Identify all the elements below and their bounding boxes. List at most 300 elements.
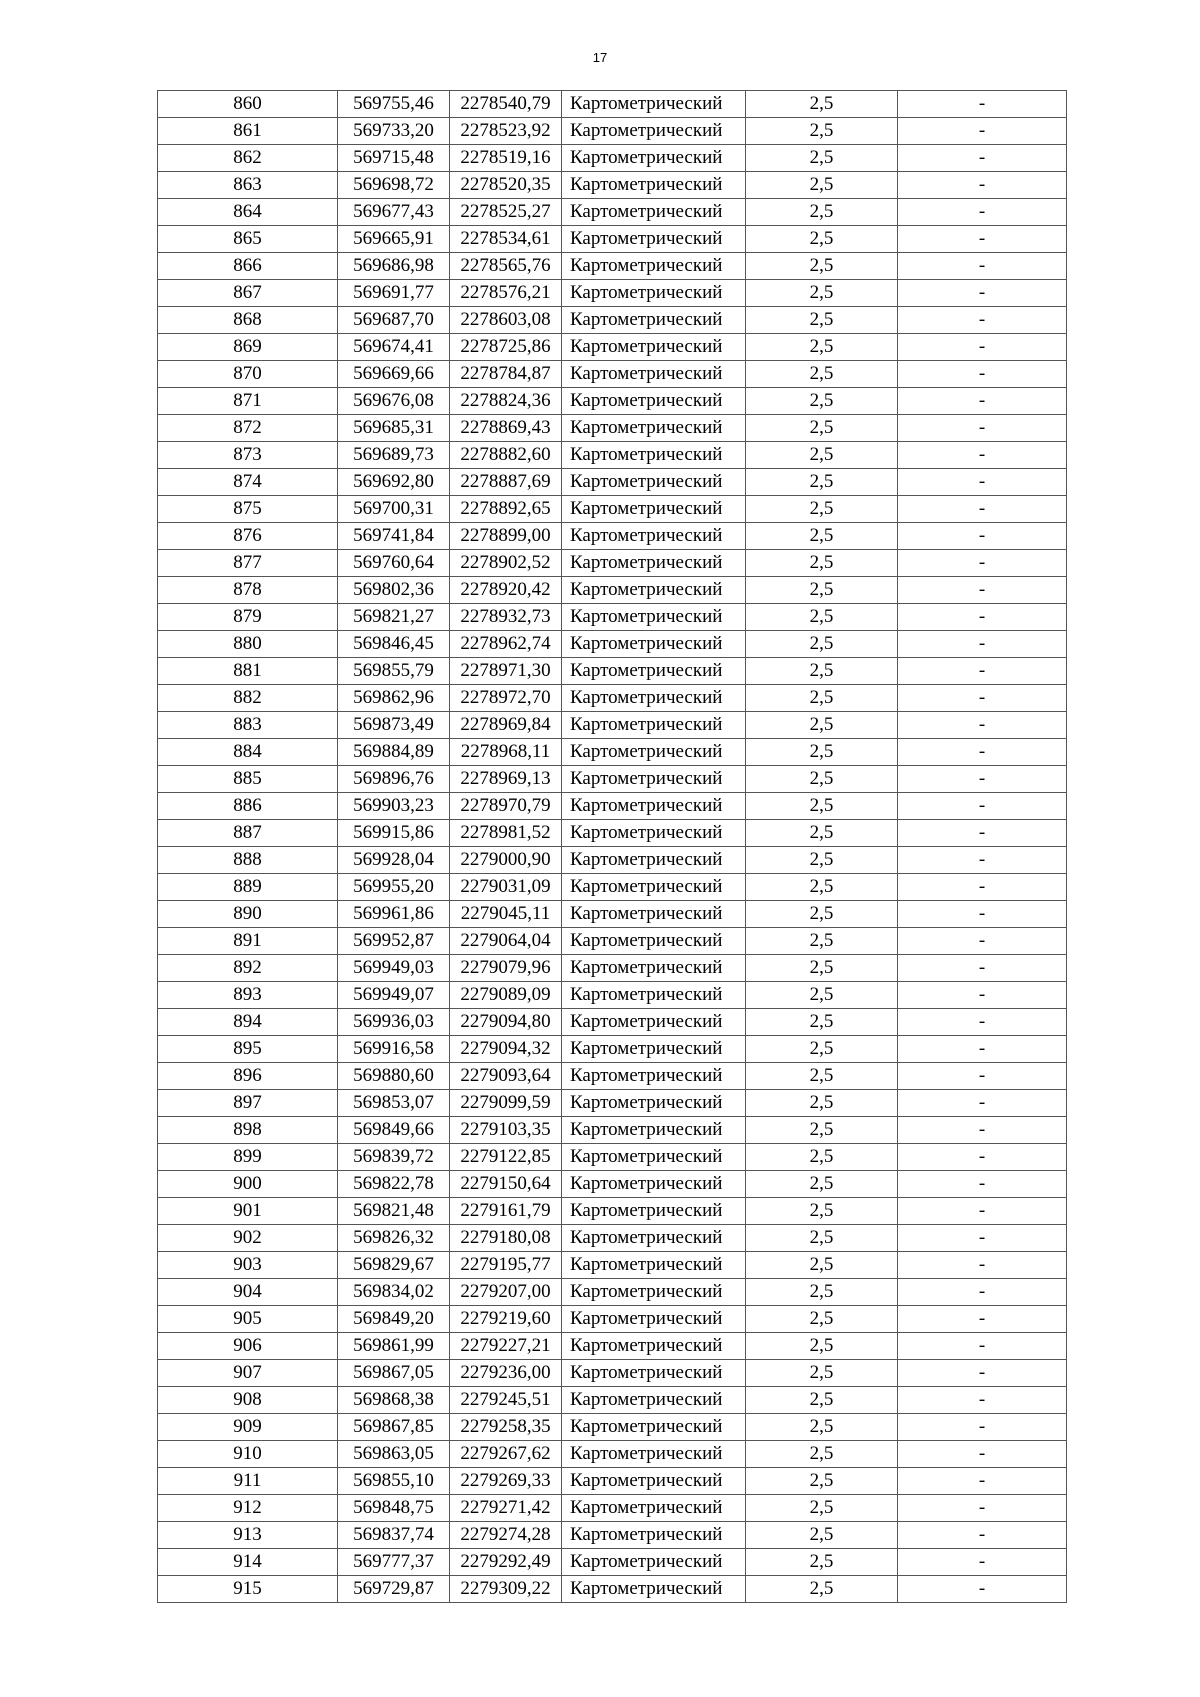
method-cell: Картометрический xyxy=(562,928,746,955)
point-number-cell: 895 xyxy=(158,1036,338,1063)
x-coordinate-cell: 569849,66 xyxy=(338,1117,450,1144)
accuracy-cell: 2,5 xyxy=(746,712,898,739)
y-coordinate-cell: 2279079,96 xyxy=(450,955,562,982)
y-coordinate-cell: 2278892,65 xyxy=(450,496,562,523)
accuracy-cell: 2,5 xyxy=(746,1063,898,1090)
x-coordinate-cell: 569846,45 xyxy=(338,631,450,658)
note-cell: - xyxy=(898,253,1067,280)
accuracy-cell: 2,5 xyxy=(746,1225,898,1252)
note-cell: - xyxy=(898,1144,1067,1171)
note-cell: - xyxy=(898,1117,1067,1144)
note-cell: - xyxy=(898,118,1067,145)
accuracy-cell: 2,5 xyxy=(746,901,898,928)
x-coordinate-cell: 569691,77 xyxy=(338,280,450,307)
x-coordinate-cell: 569687,70 xyxy=(338,307,450,334)
note-cell: - xyxy=(898,793,1067,820)
note-cell: - xyxy=(898,577,1067,604)
x-coordinate-cell: 569903,23 xyxy=(338,793,450,820)
y-coordinate-cell: 2278969,84 xyxy=(450,712,562,739)
x-coordinate-cell: 569949,03 xyxy=(338,955,450,982)
x-coordinate-cell: 569755,46 xyxy=(338,91,450,118)
table-row xyxy=(158,496,1067,523)
note-cell: - xyxy=(898,901,1067,928)
method-cell: Картометрический xyxy=(562,1360,746,1387)
table-row xyxy=(158,1441,1067,1468)
x-coordinate-cell: 569849,20 xyxy=(338,1306,450,1333)
x-coordinate-cell: 569677,43 xyxy=(338,199,450,226)
x-coordinate-cell: 569692,80 xyxy=(338,469,450,496)
note-cell: - xyxy=(898,1198,1067,1225)
x-coordinate-cell: 569853,07 xyxy=(338,1090,450,1117)
y-coordinate-cell: 2279089,09 xyxy=(450,982,562,1009)
y-coordinate-cell: 2278968,11 xyxy=(450,739,562,766)
table-row xyxy=(158,118,1067,145)
point-number-cell: 880 xyxy=(158,631,338,658)
method-cell: Картометрический xyxy=(562,955,746,982)
note-cell: - xyxy=(898,1252,1067,1279)
note-cell: - xyxy=(898,658,1067,685)
point-number-cell: 877 xyxy=(158,550,338,577)
table-row xyxy=(158,1576,1067,1603)
table-row xyxy=(158,280,1067,307)
point-number-cell: 873 xyxy=(158,442,338,469)
note-cell: - xyxy=(898,1063,1067,1090)
accuracy-cell: 2,5 xyxy=(746,361,898,388)
table-row xyxy=(158,1495,1067,1522)
method-cell: Картометрический xyxy=(562,1414,746,1441)
accuracy-cell: 2,5 xyxy=(746,1198,898,1225)
method-cell: Картометрический xyxy=(562,1333,746,1360)
point-number-cell: 887 xyxy=(158,820,338,847)
method-cell: Картометрический xyxy=(562,118,746,145)
method-cell: Картометрический xyxy=(562,1549,746,1576)
x-coordinate-cell: 569855,79 xyxy=(338,658,450,685)
x-coordinate-cell: 569868,38 xyxy=(338,1387,450,1414)
note-cell: - xyxy=(898,307,1067,334)
x-coordinate-cell: 569884,89 xyxy=(338,739,450,766)
y-coordinate-cell: 2279267,62 xyxy=(450,1441,562,1468)
note-cell: - xyxy=(898,1090,1067,1117)
point-number-cell: 908 xyxy=(158,1387,338,1414)
table-row xyxy=(158,1117,1067,1144)
point-number-cell: 875 xyxy=(158,496,338,523)
table-row xyxy=(158,1468,1067,1495)
method-cell: Картометрический xyxy=(562,1495,746,1522)
table-row xyxy=(158,928,1067,955)
note-cell: - xyxy=(898,1306,1067,1333)
method-cell: Картометрический xyxy=(562,1144,746,1171)
accuracy-cell: 2,5 xyxy=(746,1495,898,1522)
point-number-cell: 886 xyxy=(158,793,338,820)
table-row xyxy=(158,442,1067,469)
method-cell: Картометрический xyxy=(562,604,746,631)
point-number-cell: 876 xyxy=(158,523,338,550)
point-number-cell: 902 xyxy=(158,1225,338,1252)
table-row xyxy=(158,1090,1067,1117)
point-number-cell: 890 xyxy=(158,901,338,928)
y-coordinate-cell: 2279207,00 xyxy=(450,1279,562,1306)
x-coordinate-cell: 569880,60 xyxy=(338,1063,450,1090)
accuracy-cell: 2,5 xyxy=(746,685,898,712)
note-cell: - xyxy=(898,1360,1067,1387)
point-number-cell: 900 xyxy=(158,1171,338,1198)
note-cell: - xyxy=(898,766,1067,793)
table-row xyxy=(158,199,1067,226)
y-coordinate-cell: 2279094,32 xyxy=(450,1036,562,1063)
method-cell: Картометрический xyxy=(562,361,746,388)
method-cell: Картометрический xyxy=(562,982,746,1009)
y-coordinate-cell: 2279093,64 xyxy=(450,1063,562,1090)
y-coordinate-cell: 2279195,77 xyxy=(450,1252,562,1279)
y-coordinate-cell: 2278970,79 xyxy=(450,793,562,820)
accuracy-cell: 2,5 xyxy=(746,496,898,523)
accuracy-cell: 2,5 xyxy=(746,523,898,550)
point-number-cell: 871 xyxy=(158,388,338,415)
point-number-cell: 903 xyxy=(158,1252,338,1279)
accuracy-cell: 2,5 xyxy=(746,1414,898,1441)
note-cell: - xyxy=(898,1414,1067,1441)
method-cell: Картометрический xyxy=(562,469,746,496)
table-row xyxy=(158,145,1067,172)
y-coordinate-cell: 2279274,28 xyxy=(450,1522,562,1549)
accuracy-cell: 2,5 xyxy=(746,1036,898,1063)
method-cell: Картометрический xyxy=(562,442,746,469)
point-number-cell: 865 xyxy=(158,226,338,253)
y-coordinate-cell: 2279045,11 xyxy=(450,901,562,928)
table-row xyxy=(158,793,1067,820)
table-row xyxy=(158,361,1067,388)
note-cell: - xyxy=(898,1333,1067,1360)
accuracy-cell: 2,5 xyxy=(746,1252,898,1279)
y-coordinate-cell: 2279292,49 xyxy=(450,1549,562,1576)
point-number-cell: 905 xyxy=(158,1306,338,1333)
point-number-cell: 909 xyxy=(158,1414,338,1441)
method-cell: Картометрический xyxy=(562,199,746,226)
note-cell: - xyxy=(898,199,1067,226)
method-cell: Картометрический xyxy=(562,1306,746,1333)
method-cell: Картометрический xyxy=(562,1522,746,1549)
table-row xyxy=(158,1036,1067,1063)
x-coordinate-cell: 569676,08 xyxy=(338,388,450,415)
note-cell: - xyxy=(898,1549,1067,1576)
method-cell: Картометрический xyxy=(562,712,746,739)
y-coordinate-cell: 2278932,73 xyxy=(450,604,562,631)
accuracy-cell: 2,5 xyxy=(746,577,898,604)
method-cell: Картометрический xyxy=(562,388,746,415)
x-coordinate-cell: 569916,58 xyxy=(338,1036,450,1063)
note-cell: - xyxy=(898,739,1067,766)
x-coordinate-cell: 569669,66 xyxy=(338,361,450,388)
note-cell: - xyxy=(898,982,1067,1009)
accuracy-cell: 2,5 xyxy=(746,982,898,1009)
method-cell: Картометрический xyxy=(562,577,746,604)
method-cell: Картометрический xyxy=(562,280,746,307)
x-coordinate-cell: 569928,04 xyxy=(338,847,450,874)
note-cell: - xyxy=(898,523,1067,550)
point-number-cell: 899 xyxy=(158,1144,338,1171)
x-coordinate-cell: 569829,67 xyxy=(338,1252,450,1279)
method-cell: Картометрический xyxy=(562,172,746,199)
x-coordinate-cell: 569821,48 xyxy=(338,1198,450,1225)
table-row xyxy=(158,1198,1067,1225)
note-cell: - xyxy=(898,1009,1067,1036)
method-cell: Картометрический xyxy=(562,847,746,874)
table-row xyxy=(158,982,1067,1009)
note-cell: - xyxy=(898,1279,1067,1306)
point-number-cell: 894 xyxy=(158,1009,338,1036)
table-row xyxy=(158,631,1067,658)
y-coordinate-cell: 2278981,52 xyxy=(450,820,562,847)
accuracy-cell: 2,5 xyxy=(746,1576,898,1603)
y-coordinate-cell: 2279245,51 xyxy=(450,1387,562,1414)
table-row xyxy=(158,1306,1067,1333)
table-row xyxy=(158,91,1067,118)
point-number-cell: 885 xyxy=(158,766,338,793)
x-coordinate-cell: 569826,32 xyxy=(338,1225,450,1252)
y-coordinate-cell: 2279031,09 xyxy=(450,874,562,901)
point-number-cell: 907 xyxy=(158,1360,338,1387)
accuracy-cell: 2,5 xyxy=(746,658,898,685)
accuracy-cell: 2,5 xyxy=(746,928,898,955)
y-coordinate-cell: 2279227,21 xyxy=(450,1333,562,1360)
y-coordinate-cell: 2278887,69 xyxy=(450,469,562,496)
accuracy-cell: 2,5 xyxy=(746,1468,898,1495)
point-number-cell: 904 xyxy=(158,1279,338,1306)
y-coordinate-cell: 2278902,52 xyxy=(450,550,562,577)
method-cell: Картометрический xyxy=(562,1468,746,1495)
accuracy-cell: 2,5 xyxy=(746,1441,898,1468)
x-coordinate-cell: 569961,86 xyxy=(338,901,450,928)
accuracy-cell: 2,5 xyxy=(746,253,898,280)
method-cell: Картометрический xyxy=(562,1225,746,1252)
y-coordinate-cell: 2278576,21 xyxy=(450,280,562,307)
note-cell: - xyxy=(898,631,1067,658)
y-coordinate-cell: 2278603,08 xyxy=(450,307,562,334)
point-number-cell: 913 xyxy=(158,1522,338,1549)
point-number-cell: 911 xyxy=(158,1468,338,1495)
table-row xyxy=(158,577,1067,604)
accuracy-cell: 2,5 xyxy=(746,1090,898,1117)
note-cell: - xyxy=(898,91,1067,118)
accuracy-cell: 2,5 xyxy=(746,604,898,631)
method-cell: Картометрический xyxy=(562,739,746,766)
note-cell: - xyxy=(898,280,1067,307)
table-row xyxy=(158,1414,1067,1441)
note-cell: - xyxy=(898,1468,1067,1495)
method-cell: Картометрический xyxy=(562,496,746,523)
accuracy-cell: 2,5 xyxy=(746,91,898,118)
y-coordinate-cell: 2278519,16 xyxy=(450,145,562,172)
method-cell: Картометрический xyxy=(562,523,746,550)
y-coordinate-cell: 2278971,30 xyxy=(450,658,562,685)
accuracy-cell: 2,5 xyxy=(746,1279,898,1306)
accuracy-cell: 2,5 xyxy=(746,469,898,496)
x-coordinate-cell: 569686,98 xyxy=(338,253,450,280)
note-cell: - xyxy=(898,469,1067,496)
table-row xyxy=(158,1387,1067,1414)
x-coordinate-cell: 569822,78 xyxy=(338,1171,450,1198)
table-row xyxy=(158,523,1067,550)
table-row xyxy=(158,685,1067,712)
method-cell: Картометрический xyxy=(562,1252,746,1279)
y-coordinate-cell: 2279099,59 xyxy=(450,1090,562,1117)
point-number-cell: 879 xyxy=(158,604,338,631)
accuracy-cell: 2,5 xyxy=(746,1306,898,1333)
y-coordinate-cell: 2278534,61 xyxy=(450,226,562,253)
y-coordinate-cell: 2278565,76 xyxy=(450,253,562,280)
point-number-cell: 901 xyxy=(158,1198,338,1225)
y-coordinate-cell: 2279094,80 xyxy=(450,1009,562,1036)
point-number-cell: 881 xyxy=(158,658,338,685)
method-cell: Картометрический xyxy=(562,334,746,361)
table-row xyxy=(158,847,1067,874)
accuracy-cell: 2,5 xyxy=(746,1171,898,1198)
table-row xyxy=(158,334,1067,361)
table-row xyxy=(158,604,1067,631)
y-coordinate-cell: 2279269,33 xyxy=(450,1468,562,1495)
accuracy-cell: 2,5 xyxy=(746,1333,898,1360)
x-coordinate-cell: 569839,72 xyxy=(338,1144,450,1171)
method-cell: Картометрический xyxy=(562,1387,746,1414)
y-coordinate-cell: 2279180,08 xyxy=(450,1225,562,1252)
accuracy-cell: 2,5 xyxy=(746,847,898,874)
note-cell: - xyxy=(898,550,1067,577)
note-cell: - xyxy=(898,442,1067,469)
y-coordinate-cell: 2279000,90 xyxy=(450,847,562,874)
point-number-cell: 870 xyxy=(158,361,338,388)
table-row xyxy=(158,874,1067,901)
x-coordinate-cell: 569863,05 xyxy=(338,1441,450,1468)
method-cell: Картометрический xyxy=(562,793,746,820)
method-cell: Картометрический xyxy=(562,685,746,712)
point-number-cell: 883 xyxy=(158,712,338,739)
y-coordinate-cell: 2278969,13 xyxy=(450,766,562,793)
method-cell: Картометрический xyxy=(562,1171,746,1198)
method-cell: Картометрический xyxy=(562,901,746,928)
method-cell: Картометрический xyxy=(562,550,746,577)
accuracy-cell: 2,5 xyxy=(746,874,898,901)
method-cell: Картометрический xyxy=(562,1063,746,1090)
point-number-cell: 897 xyxy=(158,1090,338,1117)
note-cell: - xyxy=(898,1441,1067,1468)
x-coordinate-cell: 569689,73 xyxy=(338,442,450,469)
table-row xyxy=(158,226,1067,253)
table-row xyxy=(158,1333,1067,1360)
method-cell: Картометрический xyxy=(562,1198,746,1225)
note-cell: - xyxy=(898,928,1067,955)
point-number-cell: 862 xyxy=(158,145,338,172)
x-coordinate-cell: 569741,84 xyxy=(338,523,450,550)
y-coordinate-cell: 2278920,42 xyxy=(450,577,562,604)
x-coordinate-cell: 569802,36 xyxy=(338,577,450,604)
y-coordinate-cell: 2279309,22 xyxy=(450,1576,562,1603)
y-coordinate-cell: 2278972,70 xyxy=(450,685,562,712)
x-coordinate-cell: 569915,86 xyxy=(338,820,450,847)
accuracy-cell: 2,5 xyxy=(746,1387,898,1414)
point-number-cell: 884 xyxy=(158,739,338,766)
note-cell: - xyxy=(898,226,1067,253)
accuracy-cell: 2,5 xyxy=(746,199,898,226)
table-row xyxy=(158,901,1067,928)
y-coordinate-cell: 2279161,79 xyxy=(450,1198,562,1225)
x-coordinate-cell: 569837,74 xyxy=(338,1522,450,1549)
point-number-cell: 867 xyxy=(158,280,338,307)
table-row xyxy=(158,1225,1067,1252)
y-coordinate-cell: 2279150,64 xyxy=(450,1171,562,1198)
x-coordinate-cell: 569715,48 xyxy=(338,145,450,172)
point-number-cell: 910 xyxy=(158,1441,338,1468)
x-coordinate-cell: 569733,20 xyxy=(338,118,450,145)
accuracy-cell: 2,5 xyxy=(746,415,898,442)
point-number-cell: 869 xyxy=(158,334,338,361)
y-coordinate-cell: 2279103,35 xyxy=(450,1117,562,1144)
x-coordinate-cell: 569848,75 xyxy=(338,1495,450,1522)
table-row xyxy=(158,739,1067,766)
table-row xyxy=(158,172,1067,199)
y-coordinate-cell: 2278899,00 xyxy=(450,523,562,550)
note-cell: - xyxy=(898,388,1067,415)
table-row xyxy=(158,1360,1067,1387)
accuracy-cell: 2,5 xyxy=(746,1360,898,1387)
accuracy-cell: 2,5 xyxy=(746,1549,898,1576)
accuracy-cell: 2,5 xyxy=(746,1522,898,1549)
accuracy-cell: 2,5 xyxy=(746,739,898,766)
point-number-cell: 896 xyxy=(158,1063,338,1090)
y-coordinate-cell: 2279258,35 xyxy=(450,1414,562,1441)
point-number-cell: 891 xyxy=(158,928,338,955)
method-cell: Картометрический xyxy=(562,253,746,280)
method-cell: Картометрический xyxy=(562,1117,746,1144)
table-row xyxy=(158,820,1067,847)
table-row xyxy=(158,307,1067,334)
accuracy-cell: 2,5 xyxy=(746,793,898,820)
method-cell: Картометрический xyxy=(562,415,746,442)
point-number-cell: 861 xyxy=(158,118,338,145)
point-number-cell: 915 xyxy=(158,1576,338,1603)
x-coordinate-cell: 569862,96 xyxy=(338,685,450,712)
note-cell: - xyxy=(898,172,1067,199)
accuracy-cell: 2,5 xyxy=(746,550,898,577)
accuracy-cell: 2,5 xyxy=(746,1144,898,1171)
accuracy-cell: 2,5 xyxy=(746,766,898,793)
y-coordinate-cell: 2278962,74 xyxy=(450,631,562,658)
y-coordinate-cell: 2279271,42 xyxy=(450,1495,562,1522)
accuracy-cell: 2,5 xyxy=(746,955,898,982)
table-row xyxy=(158,1279,1067,1306)
x-coordinate-cell: 569896,76 xyxy=(338,766,450,793)
y-coordinate-cell: 2278882,60 xyxy=(450,442,562,469)
y-coordinate-cell: 2278869,43 xyxy=(450,415,562,442)
y-coordinate-cell: 2278520,35 xyxy=(450,172,562,199)
accuracy-cell: 2,5 xyxy=(746,388,898,415)
point-number-cell: 889 xyxy=(158,874,338,901)
method-cell: Картометрический xyxy=(562,658,746,685)
accuracy-cell: 2,5 xyxy=(746,280,898,307)
method-cell: Картометрический xyxy=(562,1036,746,1063)
method-cell: Картометрический xyxy=(562,307,746,334)
point-number-cell: 906 xyxy=(158,1333,338,1360)
table-row xyxy=(158,253,1067,280)
x-coordinate-cell: 569821,27 xyxy=(338,604,450,631)
x-coordinate-cell: 569936,03 xyxy=(338,1009,450,1036)
x-coordinate-cell: 569665,91 xyxy=(338,226,450,253)
table-row xyxy=(158,955,1067,982)
method-cell: Картометрический xyxy=(562,1009,746,1036)
point-number-cell: 866 xyxy=(158,253,338,280)
note-cell: - xyxy=(898,1171,1067,1198)
point-number-cell: 874 xyxy=(158,469,338,496)
table-row xyxy=(158,658,1067,685)
